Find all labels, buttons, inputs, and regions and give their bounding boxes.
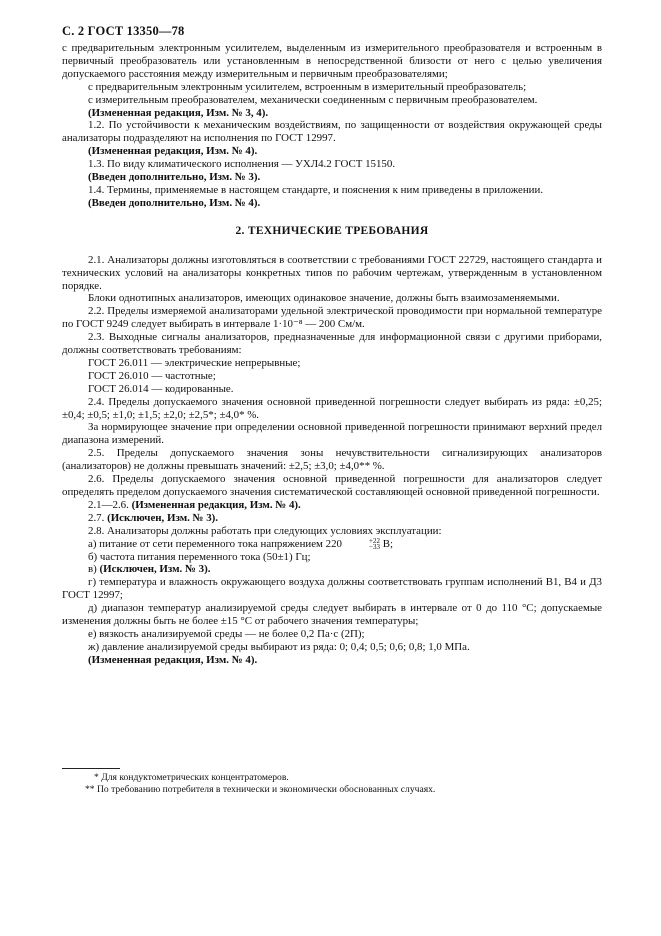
list-item (62, 563, 602, 576)
clause-1-4: 1.4. Термины, применяемые в настоящем стандарте, и пояснения к ним приведены в приложении. (88, 183, 544, 196)
clause-range: 2.1—2.6. (88, 498, 129, 511)
clause-2-5: 2.5. Пределы допускаемого значения зоны нечувствительности сигнализирующих анализаторов (анализаторов) не должны превышать значений: ±2,5; ±3,0; ±4,0** %. (62, 447, 602, 473)
list-item: г) температура и влажность окружающего воздуха должны соответствовать группам исполнений В1, В4 и Д3 ГОСТ 12997; (62, 576, 602, 602)
clause-2-6: 2.6. Пределы допускаемого значения основной приведенной погрешности для анализаторов следует определять пределом допускаемого значения систематической составляющей основной приведенной погрешности. (62, 473, 602, 498)
paragraph: с предварительным электронным усилителем, встроенным в измерительный преобразователь; (88, 80, 527, 93)
excluded-note: (Исключен, Изм. № 3). (99, 563, 211, 576)
list-item: ГОСТ 26.010 — частотные; (88, 369, 216, 382)
footnote: ** По требованию потребителя в технически и экономически обоснованных случаях. (85, 784, 436, 796)
paragraph: Блоки однотипных анализаторов, имеющих одинаковое значение, должны быть взаимозаменяемыми. (88, 292, 560, 305)
document-body (62, 42, 602, 667)
paragraph: с предварительным электронным усилителем, выделенным из измерительного преобразователя и встроенным в первичный преобразователь или установленным в непосредственной близости от него с целью увеличения допускаемого расстояния между измерительным и первичным преобразователями; (62, 42, 602, 80)
amendment-line (62, 499, 602, 512)
clause-1-3: 1.3. По виду климатического исполнения — УХЛ4.2 ГОСТ 15150. (88, 158, 396, 171)
clause-2-3: 2.3. Выходные сигналы анализаторов, предназначенные для информационной связи с другими приборами, должны соответствовать требованиям: (62, 331, 602, 357)
list-item: ГОСТ 26.014 — кодированные. (88, 382, 234, 395)
amendment-note: (Введен дополнительно, Изм. № 4). (88, 196, 261, 209)
list-item: е) вязкость анализируемой среды — не более 0,2 Па·с (2П); (88, 627, 365, 640)
tolerance-lower: −33 (369, 542, 380, 551)
clause-2-4: 2.4. Пределы допускаемого значения основной приведенной погрешности следует выбирать из ряда: ±0,25; ±0,4; ±0,5; ±1,0; ±1,5; ±2,0; ±2,5*; ±4,0* %. (62, 395, 602, 421)
list-item: ж) давление анализируемой среды выбирают из ряда: 0; 0,4; 0,5; 0,6; 0,8; 1,0 МПа. (88, 640, 470, 653)
list-item: ГОСТ 26.011 — электрические непрерывные; (88, 356, 301, 369)
paragraph: За нормирующее значение при определении основной приведенной погрешности принимают верхний предел диапазона измерений. (62, 421, 602, 447)
item-letter: в) (88, 563, 97, 576)
clause-2-2: 2.2. Пределы измеряемой анализаторами удельной электрической проводимости при нормальной температуре по ГОСТ 9249 следует выбирать в интервале 1·10⁻⁸ — 200 См/м. (62, 305, 602, 331)
amendment-note: (Измененная редакция, Изм. № 4). (88, 145, 258, 158)
list-item: б) частота питания переменного тока (50±1) Гц; (88, 550, 311, 563)
excluded-note: (Исключен, Изм. № 3). (107, 511, 219, 524)
amendment-note: (Измененная редакция, Изм. № 3, 4). (88, 106, 269, 119)
footnote-divider (62, 768, 120, 769)
footnote: * Для кондуктометрических концентратомеров. (94, 772, 289, 783)
section-title: 2. ТЕХНИЧЕСКИЕ ТРЕБОВАНИЯ (235, 224, 429, 237)
voltage-text: а) питание от сети переменного тока напряжением 220 (88, 537, 343, 550)
page-header: С. 2 ГОСТ 13350—78 (62, 24, 185, 38)
clause-number: 2.7. (88, 511, 105, 524)
amendment-note: (Измененная редакция, Изм. № 4). (88, 653, 258, 666)
clause-1-2: 1.2. По устойчивости к механическим воздействиям, по защищенности от воздействия окружающей среды анализаторы подразделяют на исполнения по ГОСТ 12997. (62, 119, 602, 145)
amendment-note: (Введен дополнительно, Изм. № 3). (88, 171, 261, 184)
clause-2-8: 2.8. Анализаторы должны работать при следующих условиях эксплуатации: (88, 524, 442, 537)
paragraph: с измерительным преобразователем, механически соединенным с первичным преобразователем. (88, 93, 538, 106)
list-item: д) диапазон температур анализируемой среды следует выбирать в интервале от 0 до 110 °С; допускаемые изменения должны быть не более ±15 °С от рабочего значения температуры; (62, 602, 602, 628)
list-item (62, 538, 602, 551)
footnotes (62, 772, 602, 797)
clause-2-7 (62, 512, 602, 525)
voltage-unit: В; (379, 537, 393, 550)
clause-2-1: 2.1. Анализаторы должны изготовляться в соответствии с требованиями ГОСТ 22729, настоящего стандарта и технических условий на анализаторы конкретных типов по рабочим чертежам, утвержденным в установленном порядке. (62, 253, 602, 292)
amendment-note: (Измененная редакция, Изм. № 4). (131, 498, 301, 511)
tolerance-upper: +22 (369, 536, 380, 545)
